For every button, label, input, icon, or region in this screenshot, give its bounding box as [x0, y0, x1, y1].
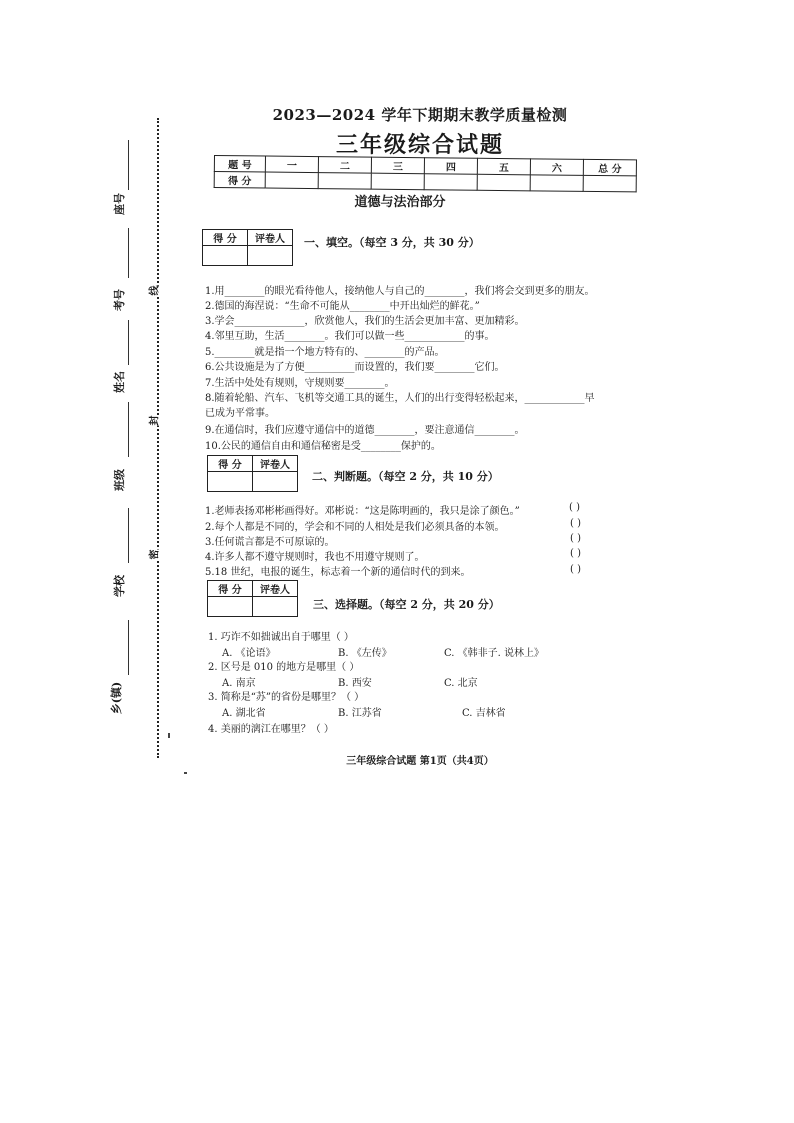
- choice-3-option-c[interactable]: C. 吉林省: [462, 708, 506, 719]
- margin-label-class: 班级: [113, 469, 126, 491]
- scan-speck: [184, 772, 187, 774]
- choice-2-option-a[interactable]: A. 南京: [222, 678, 256, 689]
- grader-name-cell[interactable]: [253, 597, 298, 617]
- grader-box-section1: [202, 229, 293, 266]
- section3-heading: 三、选择题。（每空 2 分，共 20 分）: [313, 598, 500, 611]
- margin-rule-school: [128, 508, 129, 563]
- grader-name-cell[interactable]: [253, 472, 298, 492]
- fill-question-1: 1.用________的眼光看待他人，接纳他人与自己的________，我们将会交到更多的朋友。: [205, 286, 595, 297]
- fill-question-7: 7.生活中处处有规则，守规则要________。: [205, 378, 395, 389]
- fill-question-9: 9.在通信时，我们应遵守通信中的道德________，要注意通信________。: [205, 425, 525, 436]
- judge-question-3: 3.任何谎言都是不可原谅的。: [205, 537, 335, 548]
- fill-question-3: 3.学会______________，欣赏他人，我们的生活会更加丰富、更加精彩。: [205, 316, 525, 327]
- score-header-cell: 总 分: [583, 159, 636, 176]
- fill-question-6: 6.公共设施是为了方便__________而设置的，我们要________它们。: [205, 362, 505, 373]
- grader-name-label: 评卷人: [253, 456, 298, 472]
- score-cell[interactable]: [371, 173, 424, 190]
- section2-heading: 二、判断题。（每空 2 分，共 10 分）: [312, 470, 499, 483]
- margin-rule-class: [128, 402, 129, 457]
- score-header-cell: 六: [530, 159, 583, 176]
- judge-answer-5[interactable]: ( ): [570, 564, 581, 575]
- score-table: [214, 155, 637, 192]
- score-header-cell: 题 号: [214, 156, 265, 173]
- grader-score-cell[interactable]: [208, 597, 253, 617]
- score-cell[interactable]: [318, 173, 371, 190]
- grader-score-label: 得 分: [203, 230, 248, 246]
- margin-label-name: 姓名: [113, 371, 126, 393]
- seal-char-seal: 封: [145, 416, 162, 426]
- scan-speck: [168, 733, 170, 738]
- score-header-cell: 一: [265, 156, 318, 173]
- grader-name-cell[interactable]: [248, 246, 293, 266]
- margin-label-exam-number: 考号: [113, 289, 126, 311]
- choice-question-1: 1. 巧诈不如拙诚出自于哪里（ ）: [208, 632, 354, 643]
- choice-question-3: 3. 简称是“苏”的省份是哪里？（ ）: [208, 692, 365, 703]
- grader-score-cell[interactable]: [203, 246, 248, 266]
- grader-box-section2: [207, 455, 298, 492]
- choice-2-option-c[interactable]: C. 北京: [444, 678, 478, 689]
- fill-question-4: 4.邻里互助，生活________。我们可以做一些____________的事。: [205, 331, 495, 342]
- score-cell[interactable]: [477, 174, 530, 191]
- choice-1-option-a[interactable]: A. 《论语》: [222, 648, 276, 659]
- judge-answer-2[interactable]: ( ): [570, 518, 581, 529]
- score-row-label: 得 分: [214, 172, 265, 189]
- margin-rule-name: [128, 320, 129, 365]
- choice-question-4: 4. 美丽的漓江在哪里？（ ）: [208, 724, 334, 735]
- grader-name-label: 评卷人: [248, 230, 293, 246]
- judge-question-2: 2.每个人都是不同的，学会和不同的人相处是我们必须具备的本领。: [205, 522, 505, 533]
- fill-question-8-cont: 已成为平常事。: [205, 408, 275, 419]
- grader-score-label: 得 分: [208, 456, 253, 472]
- margin-rule-seat: [128, 140, 129, 190]
- score-cell[interactable]: [424, 174, 477, 191]
- choice-3-option-a[interactable]: A. 湖北省: [222, 708, 266, 719]
- score-cell[interactable]: [265, 172, 318, 189]
- grader-name-label: 评卷人: [253, 581, 298, 597]
- choice-1-option-b[interactable]: B. 《左传》: [338, 648, 392, 659]
- exam-title: 2023—2024 学年下期期末教学质量检测: [272, 106, 568, 124]
- judge-question-5: 5.18 世纪，电报的诞生，标志着一个新的通信时代的到来。: [205, 567, 471, 578]
- fill-question-5: 5.________就是指一个地方特有的、________的产品。: [205, 347, 445, 358]
- score-cell[interactable]: [530, 175, 583, 192]
- choice-question-2: 2. 区号是 010 的地方是哪里（ ）: [208, 662, 360, 673]
- seal-char-secret: 密: [145, 550, 162, 560]
- margin-label-town: 乡(镇): [110, 681, 124, 715]
- score-table-score-row: [214, 172, 636, 192]
- grader-score-label: 得 分: [208, 581, 253, 597]
- page-footer: 三年级综合试题 第1页（共4页）: [346, 756, 494, 767]
- judge-question-1: 1.老师表扬邓彬彬画得好。邓彬说：“这是陈明画的，我只是涂了颜色。”: [205, 506, 520, 517]
- fill-question-10: 10.公民的通信自由和通信秘密是受________保护的。: [205, 441, 441, 452]
- part-title: 道德与法治部分: [354, 195, 446, 210]
- score-cell[interactable]: [583, 175, 636, 192]
- grader-box-section3: [207, 580, 298, 617]
- score-header-cell: 四: [424, 158, 477, 175]
- margin-rule-town: [128, 620, 129, 675]
- judge-answer-3[interactable]: ( ): [570, 533, 581, 544]
- margin-label-seat: 座号: [113, 193, 126, 215]
- score-header-cell: 二: [318, 157, 371, 174]
- margin-label-school: 学校: [113, 575, 126, 597]
- score-header-cell: 五: [477, 158, 530, 175]
- score-header-cell: 三: [371, 157, 424, 174]
- fill-question-2: 2.德国的海涅说：“生命不可能从________中开出灿烂的鲜花。”: [205, 301, 480, 312]
- margin-rule-exam-number: [128, 228, 129, 278]
- seal-char-line: 线: [145, 286, 162, 296]
- choice-2-option-b[interactable]: B. 西安: [338, 678, 372, 689]
- judge-question-4: 4.许多人都不遵守规则时，我也不用遵守规则了。: [205, 552, 425, 563]
- exam-subtitle: 三年级综合试题: [335, 133, 504, 158]
- grader-score-cell[interactable]: [208, 472, 253, 492]
- judge-answer-4[interactable]: ( ): [570, 548, 581, 559]
- fill-question-8: 8.随着轮船、汽车、飞机等交通工具的诞生，人们的出行变得轻松起来，____________早: [205, 393, 595, 404]
- choice-1-option-c[interactable]: C. 《韩非子. 说林上》: [444, 648, 545, 659]
- choice-3-option-b[interactable]: B. 江苏省: [338, 708, 382, 719]
- binding-dotted-line: [157, 118, 159, 758]
- section1-heading: 一、填空。（每空 3 分，共 30 分）: [304, 236, 480, 249]
- judge-answer-1[interactable]: ( ): [569, 502, 580, 513]
